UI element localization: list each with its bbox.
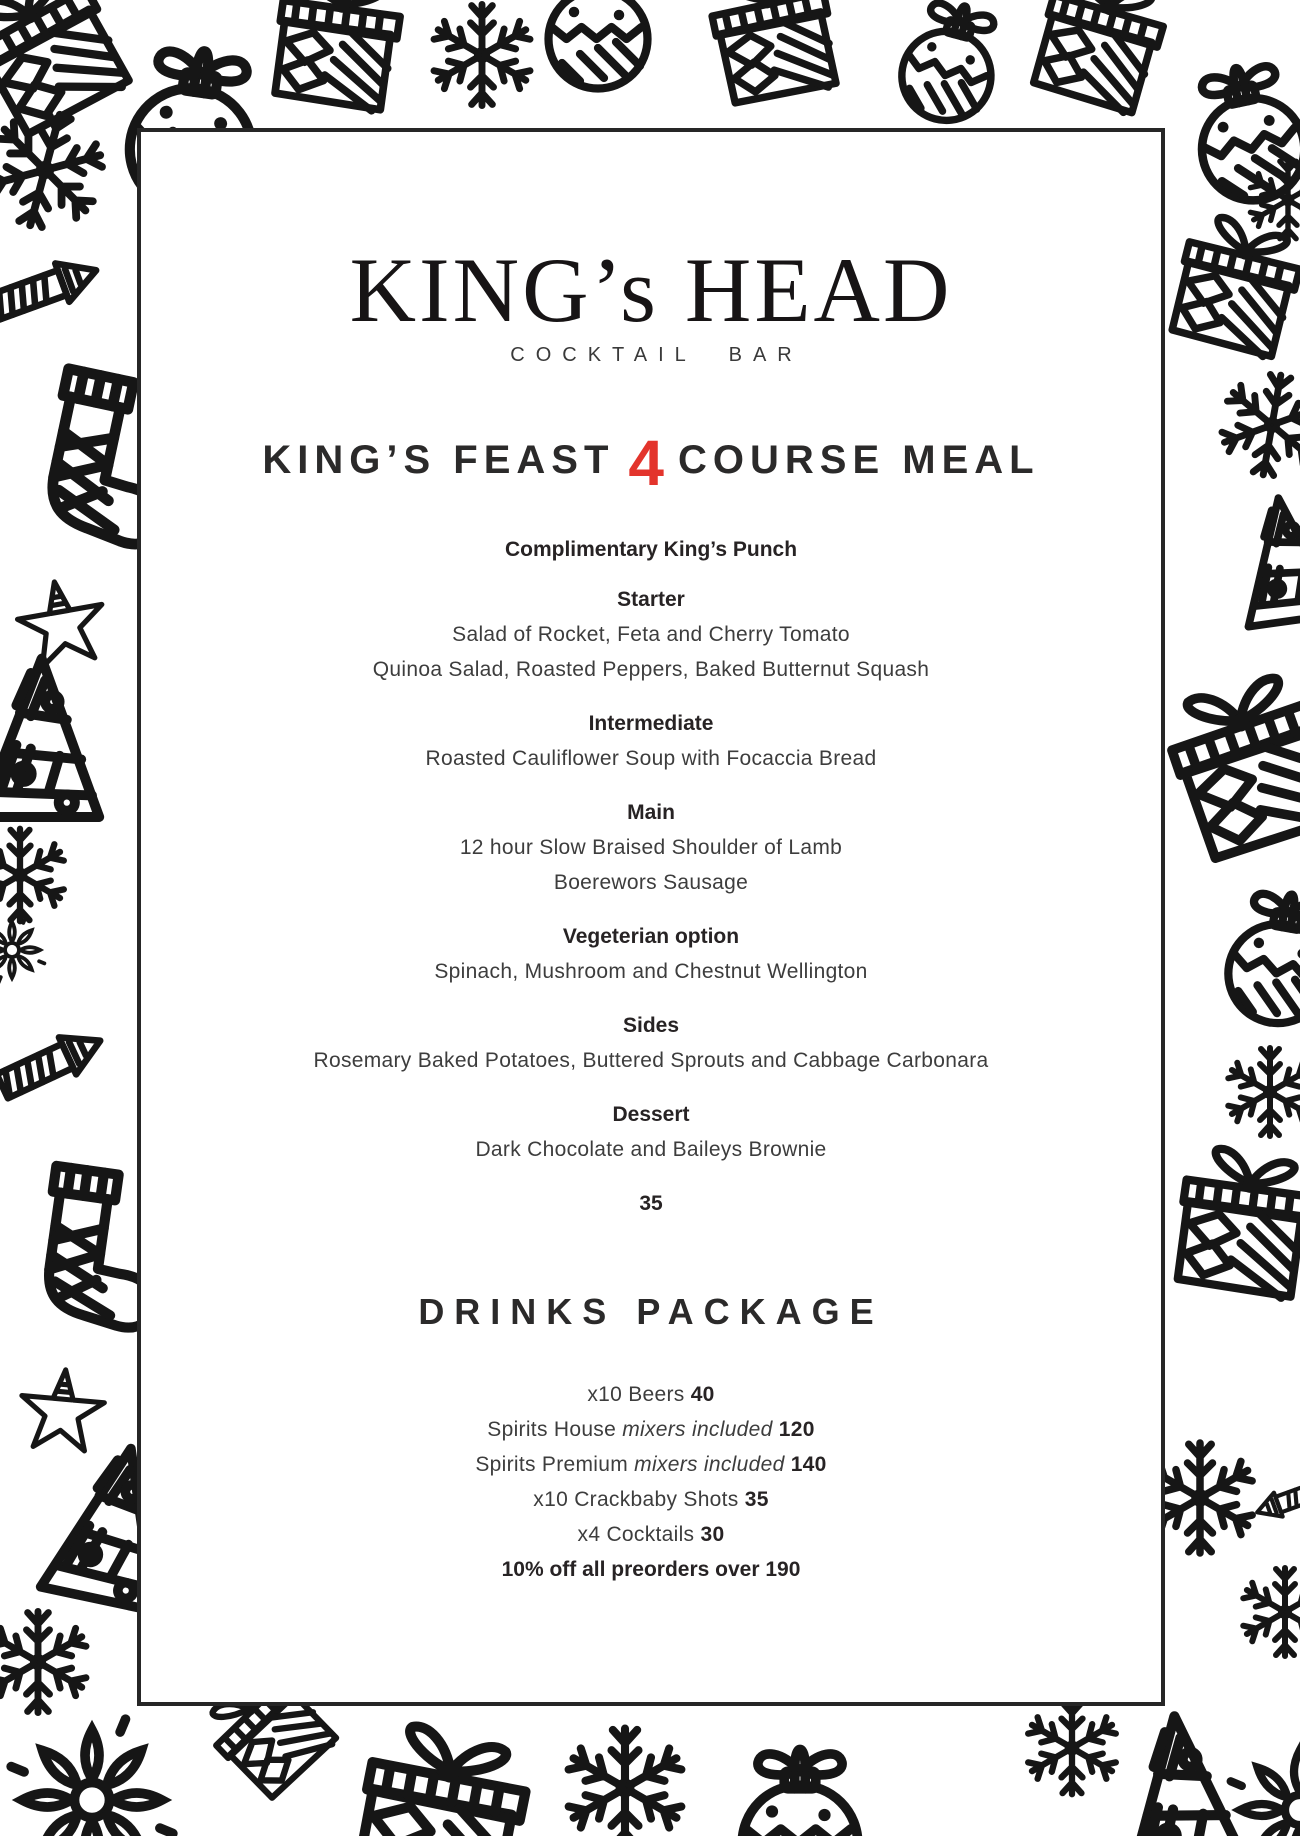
- menu-item: Roasted Cauliflower Soup with Focaccia Bread: [425, 747, 877, 770]
- menu-item: 12 hour Slow Braised Shoulder of Lamb: [459, 836, 843, 859]
- drinks-list: [141, 1377, 1161, 1552]
- brand-logo: KING’s HEAD: [349, 239, 953, 341]
- flower-snowflake-icon: [11, 1719, 173, 1836]
- drinks-discount-note: 10% off all preorders over 190: [501, 1558, 801, 1581]
- snowflake-icon: [0, 1611, 88, 1712]
- gift-icon: [1166, 1143, 1300, 1303]
- dart-icon: [0, 1022, 109, 1105]
- gift-icon: [707, 0, 838, 104]
- gift-icon: [264, 0, 407, 116]
- dart-icon: [0, 251, 103, 326]
- menu-sections: [141, 582, 1161, 1167]
- brand-subtitle: COCKTAIL BAR: [510, 344, 803, 366]
- ornament-icon: [549, 0, 648, 89]
- drinks-item: Spirits House mixers included 120: [487, 1418, 815, 1441]
- feast-heading-left: KING’S FEAST: [262, 437, 615, 482]
- ornament-icon: [1220, 886, 1300, 1031]
- snowflake-icon: [0, 829, 65, 921]
- drinks-item: Spirits Premium mixers included 140: [475, 1453, 827, 1476]
- tree-icon: [0, 659, 99, 817]
- menu-section-title: Intermediate: [588, 712, 714, 735]
- drinks-package-title: DRINKS PACKAGE: [418, 1291, 884, 1332]
- gift-icon: [1023, 0, 1173, 118]
- snowflake-icon: [1027, 1702, 1118, 1794]
- ornament-icon: [1186, 58, 1300, 210]
- gift-icon: [1162, 210, 1300, 362]
- ornament-icon: [742, 1749, 858, 1836]
- menu-section-title: Starter: [617, 588, 685, 611]
- menu-intro: Complimentary King’s Punch: [504, 538, 798, 561]
- menu-section-title: Dessert: [612, 1103, 690, 1126]
- drinks-item: x10 Beers 40: [587, 1383, 715, 1406]
- snowflake-icon: [1227, 1048, 1300, 1136]
- snowflake-icon: [567, 1729, 683, 1836]
- snowflake-icon: [1214, 367, 1300, 484]
- menu-item: Boerewors Sausage: [553, 871, 749, 894]
- menu-price: 35: [639, 1192, 663, 1215]
- menu-item: Dark Chocolate and Baileys Brownie: [475, 1138, 827, 1161]
- feast-heading-right: COURSE MEAL: [678, 437, 1040, 482]
- menu-item: Spinach, Mushroom and Chestnut Wellington: [434, 960, 868, 983]
- flower-snowflake-icon: [1231, 1741, 1300, 1836]
- star-icon: [18, 1366, 107, 1452]
- menu-item: Quinoa Salad, Roasted Peppers, Baked Butternut Squash: [372, 658, 930, 681]
- menu-section-title: Sides: [622, 1014, 680, 1037]
- menu-card: [137, 128, 1165, 1706]
- menu-item: Rosemary Baked Potatoes, Buttered Sprouts and Cabbage Carbonara: [313, 1049, 989, 1072]
- flower-snowflake-icon: [0, 918, 44, 983]
- gift-icon: [1161, 669, 1300, 861]
- feast-course-number: 4: [628, 427, 665, 499]
- snowflake-icon: [0, 100, 114, 240]
- menu-section-title: Main: [627, 801, 675, 824]
- drinks-item: x4 Cocktails 30: [577, 1523, 725, 1546]
- dart-icon: [1253, 1477, 1300, 1524]
- tree-icon: [1112, 1710, 1250, 1836]
- snowflake-icon: [432, 4, 531, 105]
- gift-icon: [341, 1717, 536, 1836]
- menu-item: Salad of Rocket, Feta and Cherry Tomato: [452, 623, 850, 646]
- snowflake-icon: [1242, 1568, 1300, 1656]
- feast-heading: [141, 427, 1161, 499]
- star-icon: [12, 575, 110, 670]
- tree-icon: [1231, 492, 1300, 627]
- menu-section-title: Vegeterian option: [562, 925, 740, 948]
- ornament-icon: [892, 0, 1008, 130]
- menu-body: [141, 537, 1161, 1587]
- drinks-item: x10 Crackbaby Shots 35: [533, 1488, 769, 1511]
